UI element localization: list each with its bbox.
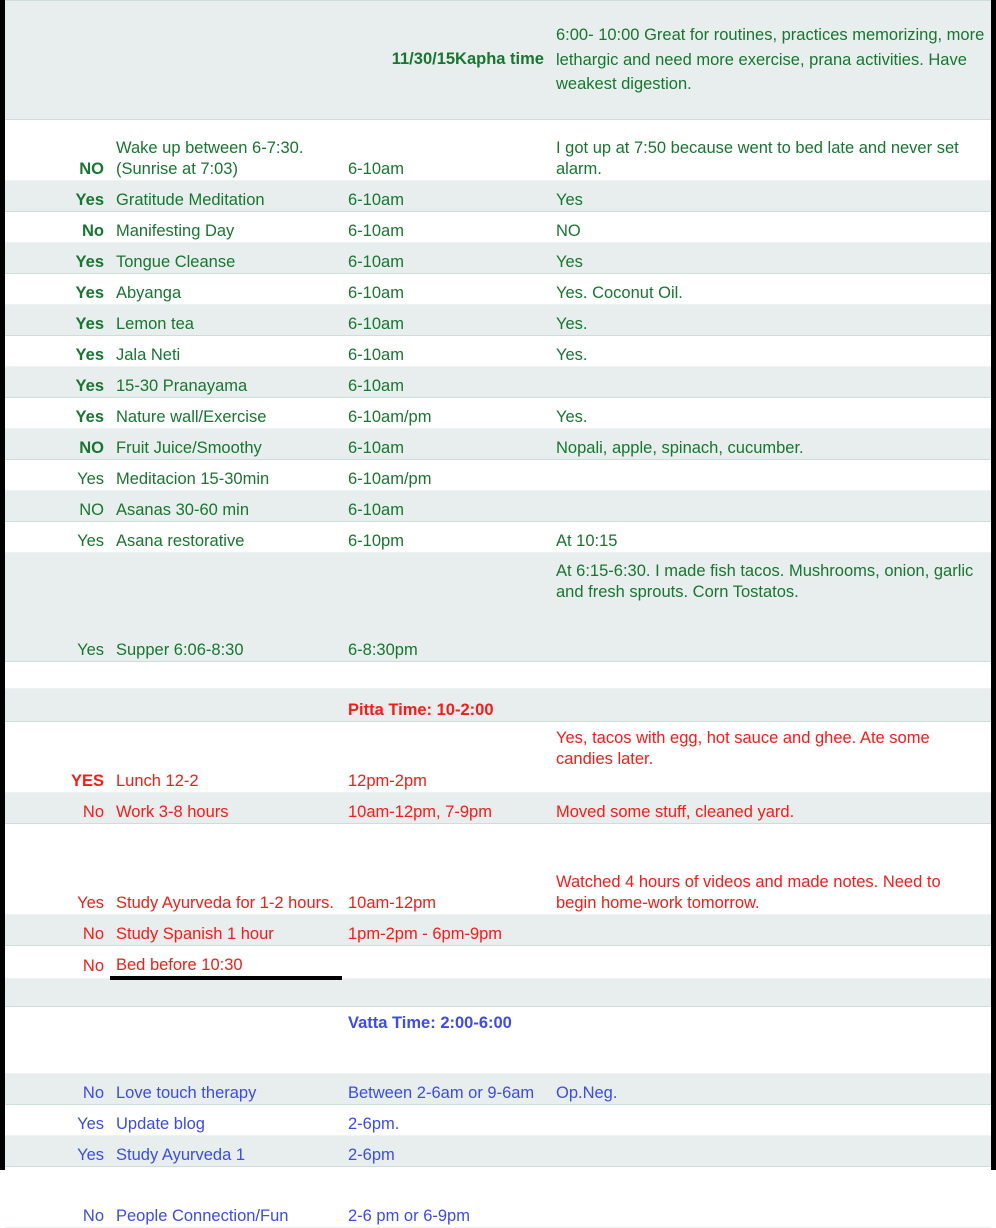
- table-row[interactable]: [5, 522, 991, 553]
- cell-time[interactable]: 12pm-2pm: [342, 722, 550, 793]
- cell-activity[interactable]: Asana restorative: [110, 522, 342, 553]
- cell-activity[interactable]: Tongue Cleanse: [110, 243, 342, 274]
- cell-note[interactable]: NO: [550, 212, 991, 243]
- cell-note[interactable]: [550, 460, 991, 491]
- cell-activity[interactable]: Wake up between 6-7:30. (Sunrise at 7:03): [110, 120, 342, 181]
- cell-note[interactable]: [550, 915, 991, 946]
- table-row[interactable]: [5, 429, 991, 460]
- cell-note[interactable]: Op.Neg.: [550, 1074, 991, 1105]
- cell-activity[interactable]: Jala Neti: [110, 336, 342, 367]
- cell-time[interactable]: 2-6pm.: [342, 1105, 550, 1136]
- table-row[interactable]: [5, 491, 991, 522]
- cell-activity[interactable]: Study Spanish 1 hour: [110, 915, 342, 946]
- table-row[interactable]: [5, 722, 991, 793]
- table-row-pitta-heading[interactable]: [5, 689, 991, 722]
- cell-date-kapha-label[interactable]: 11/30/15Kapha time: [342, 1, 550, 120]
- cell-blank[interactable]: [550, 689, 991, 722]
- table-row[interactable]: [5, 274, 991, 305]
- cell-time[interactable]: 6-8:30pm: [342, 553, 550, 662]
- table-row[interactable]: [5, 460, 991, 491]
- cell-note[interactable]: Nopali, apple, spinach, cucumber.: [550, 429, 991, 460]
- cell-done[interactable]: No: [5, 1074, 110, 1105]
- cell-note[interactable]: [550, 1167, 991, 1228]
- cell-time[interactable]: Between 2-6am or 9-6am: [342, 1074, 550, 1105]
- cell-time[interactable]: 6-10am: [342, 274, 550, 305]
- cell-activity[interactable]: 15-30 Pranayama: [110, 367, 342, 398]
- cell-activity[interactable]: Work 3-8 hours: [110, 793, 342, 824]
- cell-time[interactable]: 6-10am: [342, 212, 550, 243]
- cell-done[interactable]: Yes: [5, 460, 110, 491]
- cell-time[interactable]: 2-6 pm or 6-9pm: [342, 1167, 550, 1228]
- cell-time[interactable]: 6-10am: [342, 243, 550, 274]
- cell-done[interactable]: Yes: [5, 274, 110, 305]
- table-row[interactable]: [5, 398, 991, 429]
- table-row[interactable]: [5, 1074, 991, 1105]
- cell-time[interactable]: 6-10am/pm: [342, 460, 550, 491]
- cell-activity[interactable]: Gratitude Meditation: [110, 181, 342, 212]
- cell-blank[interactable]: [5, 1007, 110, 1074]
- cell-note[interactable]: Yes.: [550, 398, 991, 429]
- table-row[interactable]: [5, 243, 991, 274]
- pitta-heading[interactable]: Pitta Time: 10-2:00: [342, 689, 550, 722]
- cell-done[interactable]: Yes: [5, 367, 110, 398]
- cell-activity[interactable]: Study Ayurveda for 1-2 hours.: [110, 824, 342, 915]
- table-row[interactable]: [5, 824, 991, 915]
- cell-done[interactable]: Yes: [5, 398, 110, 429]
- table-row[interactable]: [5, 1136, 991, 1167]
- cell-note[interactable]: I got up at 7:50 because went to bed late and never set alarm.: [550, 120, 991, 181]
- cell-done[interactable]: Yes: [5, 305, 110, 336]
- table-row[interactable]: [5, 1167, 991, 1228]
- cell-done[interactable]: YES: [5, 722, 110, 793]
- cell-blank[interactable]: [5, 978, 110, 1007]
- cell-note[interactable]: Yes: [550, 181, 991, 212]
- table-row-header[interactable]: [5, 1, 991, 120]
- cell-time[interactable]: [342, 946, 550, 979]
- cell-note[interactable]: Yes.: [550, 305, 991, 336]
- cell-blank[interactable]: [110, 1007, 342, 1074]
- cell-activity[interactable]: Supper 6:06-8:30: [110, 553, 342, 662]
- cell-time[interactable]: 6-10am: [342, 181, 550, 212]
- cell-activity[interactable]: Nature wall/Exercise: [110, 398, 342, 429]
- cell-blank[interactable]: [110, 689, 342, 722]
- cell-done[interactable]: Yes: [5, 336, 110, 367]
- cell-note[interactable]: At 6:15-6:30. I made fish tacos. Mushrooms, onion, garlic and fresh sprouts. Corn Tostatos.: [550, 553, 991, 662]
- table-row-spacer[interactable]: [5, 662, 991, 689]
- cell-done[interactable]: No: [5, 793, 110, 824]
- cell-note[interactable]: At 10:15: [550, 522, 991, 553]
- cell-done[interactable]: No: [5, 915, 110, 946]
- cell-blank[interactable]: [5, 689, 110, 722]
- cell-kapha-description[interactable]: 6:00- 10:00 Great for routines, practices memorizing, more lethargic and need more exercise, prana activities. Have weakest digestion.: [550, 1, 991, 120]
- table-row[interactable]: [5, 305, 991, 336]
- cell-activity[interactable]: Love touch therapy: [110, 1074, 342, 1105]
- table-row-supper[interactable]: [5, 553, 991, 662]
- cell-done[interactable]: NO: [5, 120, 110, 181]
- cell-done[interactable]: Yes: [5, 553, 110, 662]
- table-body: [5, 1, 991, 1228]
- ayurveda-daily-routine-table: [5, 0, 991, 1228]
- cell-done[interactable]: No: [5, 946, 110, 979]
- cell-blank[interactable]: [550, 978, 991, 1007]
- cell-note[interactable]: Yes. Coconut Oil.: [550, 274, 991, 305]
- cell-blank[interactable]: [342, 978, 550, 1007]
- cell-time[interactable]: 6-10am: [342, 429, 550, 460]
- cell-activity[interactable]: Lunch 12-2: [110, 722, 342, 793]
- cell-done[interactable]: NO: [5, 429, 110, 460]
- table-row[interactable]: [5, 212, 991, 243]
- cell-done[interactable]: No: [5, 1167, 110, 1228]
- cell-blank[interactable]: [550, 662, 991, 689]
- cell-time[interactable]: 6-10am: [342, 120, 550, 181]
- cell-activity[interactable]: People Connection/Fun: [110, 1167, 342, 1228]
- table-row-spacer[interactable]: [5, 978, 991, 1007]
- cell-blank[interactable]: [5, 662, 110, 689]
- cell-done[interactable]: Yes: [5, 824, 110, 915]
- cell-activity[interactable]: Asanas 30-60 min: [110, 491, 342, 522]
- cell-done[interactable]: NO: [5, 491, 110, 522]
- table-row[interactable]: [5, 1105, 991, 1136]
- cell-activity[interactable]: Manifesting Day: [110, 212, 342, 243]
- vatta-heading[interactable]: Vatta Time: 2:00-6:00: [342, 1007, 550, 1074]
- cell-time[interactable]: 6-10am: [342, 305, 550, 336]
- cell-time[interactable]: 6-10am: [342, 336, 550, 367]
- cell-note[interactable]: Yes: [550, 243, 991, 274]
- cell-done[interactable]: Yes: [5, 243, 110, 274]
- cell-done[interactable]: Yes: [5, 181, 110, 212]
- cell-note[interactable]: [550, 1136, 991, 1167]
- cell-blank[interactable]: [342, 662, 550, 689]
- cell-time[interactable]: 6-10am/pm: [342, 398, 550, 429]
- table-row-vatta-heading[interactable]: [5, 1007, 991, 1074]
- cell-time[interactable]: 2-6pm: [342, 1136, 550, 1167]
- cell-note[interactable]: [550, 367, 991, 398]
- table-row-selected[interactable]: [5, 946, 991, 979]
- table-row[interactable]: [5, 793, 991, 824]
- cell-activity-selected[interactable]: Bed before 10:30: [110, 946, 342, 979]
- table-row[interactable]: [5, 120, 991, 181]
- cell-time[interactable]: 10am-12pm, 7-9pm: [342, 793, 550, 824]
- cell-activity[interactable]: Fruit Juice/Smoothy: [110, 429, 342, 460]
- cell-note[interactable]: Yes.: [550, 336, 991, 367]
- cell-time[interactable]: 6-10am: [342, 491, 550, 522]
- cell-done[interactable]: Yes: [5, 522, 110, 553]
- cell-activity[interactable]: Lemon tea: [110, 305, 342, 336]
- cell-header-blank-1[interactable]: [5, 1, 110, 120]
- cell-note[interactable]: [550, 946, 991, 979]
- table-row[interactable]: [5, 181, 991, 212]
- cell-activity[interactable]: Meditacion 15-30min: [110, 460, 342, 491]
- cell-blank[interactable]: [110, 978, 342, 1007]
- cell-time[interactable]: 1pm-2pm - 6pm-9pm: [342, 915, 550, 946]
- cell-note[interactable]: Yes, tacos with egg, hot sauce and ghee. Ate some candies later.: [550, 722, 991, 793]
- cell-note[interactable]: [550, 491, 991, 522]
- cell-activity[interactable]: Abyanga: [110, 274, 342, 305]
- table-row[interactable]: [5, 915, 991, 946]
- cell-header-blank-2[interactable]: [110, 1, 342, 120]
- cell-blank[interactable]: [110, 662, 342, 689]
- table-row[interactable]: [5, 367, 991, 398]
- cell-note[interactable]: Watched 4 hours of videos and made notes. Need to begin home-work tomorrow.: [550, 824, 991, 915]
- cell-note[interactable]: Moved some stuff, cleaned yard.: [550, 793, 991, 824]
- cell-activity[interactable]: Study Ayurveda 1: [110, 1136, 342, 1167]
- cell-time[interactable]: 10am-12pm: [342, 824, 550, 915]
- cell-done[interactable]: Yes: [5, 1136, 110, 1167]
- cell-done[interactable]: No: [5, 212, 110, 243]
- cell-blank[interactable]: [550, 1007, 991, 1074]
- cell-time[interactable]: 6-10am: [342, 367, 550, 398]
- table-row[interactable]: [5, 336, 991, 367]
- cell-time[interactable]: 6-10pm: [342, 522, 550, 553]
- cell-done[interactable]: Yes: [5, 1105, 110, 1136]
- cell-note[interactable]: [550, 1105, 991, 1136]
- cell-activity[interactable]: Update blog: [110, 1105, 342, 1136]
